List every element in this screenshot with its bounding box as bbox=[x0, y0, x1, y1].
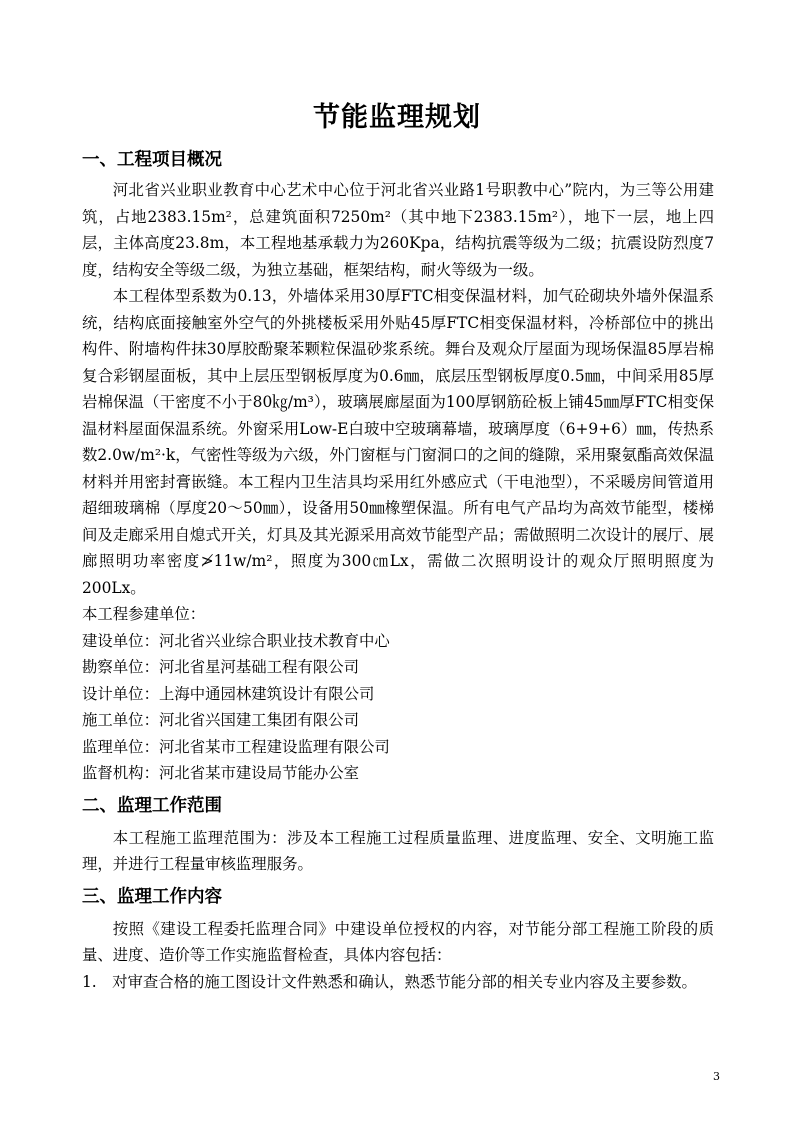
section-heading-scope: 二、监理工作范围 bbox=[82, 795, 222, 816]
participant-construction: 施工单位：河北省兴国建工集团有限公司 bbox=[82, 711, 360, 729]
page-title: 节能监理规划 bbox=[313, 102, 481, 133]
page-number: 3 bbox=[713, 1070, 720, 1083]
section-heading-overview: 一、工程项目概况 bbox=[82, 150, 222, 170]
document-body bbox=[82, 145, 714, 995]
paragraph-overview-location: 河北省兴业职业教育中心艺术中心位于河北省兴业路1号职教中心”院内，为三等公用建筑，占地2383.15m²，总建筑面积7250m²（其中地下2383.15m²），地下一层，地上四层，主体高度23.8m，本工程地基承载力为260Kpa，结构抗震等级为二级；抗震设防烈度7度，结构安全等级二级，为独立基础，框架结构，耐火等级为一级。 bbox=[82, 181, 714, 279]
participant-design: 设计单位：上海中通园林建筑设计有限公司 bbox=[82, 684, 375, 703]
list-item-1: 1. 对审查合格的施工图设计文件熟悉和确认，熟悉节能分部的相关专业内容及主要参数。 bbox=[82, 972, 697, 991]
participant-owner: 建设单位：河北省兴业综合职业技术教育中心 bbox=[82, 631, 390, 650]
participant-survey: 勘察单位：河北省星河基础工程有限公司 bbox=[82, 658, 360, 676]
paragraph-scope: 本工程施工监理范围为：涉及本工程施工过程质量监理、进度监理、安全、文明施工监理，并进行工程量审核监理服务。 bbox=[82, 828, 714, 873]
paragraph-overview-energy: 本工程体型系数为0.13，外墙体采用30厚FTC相变保温材料，加气砼砌块外墙外保温系统，结构底面接触室外空气的外挑楼板采用外贴45厚FTC相变保温材料，冷桥部位中的挑出构件、附墙构件抹30厚胶酚聚苯颗粒保温砂浆系统。舞台及观众厅屋面为现场保温85厚岩棉复合彩钢屋面板，其中上层压型钢板厚度为0.6㎜，底层压型钢板厚度0.5㎜，中间采用85厚岩棉保温（干密度不小于80㎏/m³），玻璃展廊屋面为100厚钢筋砼板上铺45㎜厚FTC相变保温材料屋面保温系统。外窗采用Low-E白玻中空玻璃幕墙，玻璃厚度（6+9+6）㎜，传热系数2.0w/m²·k，气密性等级为六级，外门窗框与门窗洞口的之间的缝隙，采用聚氨酯高效保温材料并用密封膏嵌缝。本工程内卫生洁具均采用红外感应式（干电池型），不采暖房间管道用超细玻璃棉（厚度20～50㎜），设备用50㎜橡塑保温。所有电气产品均为高效节能型，楼梯间及走廊采用自熄式开关，灯具及其光源采用高效节能型产品；需做照明二次设计的展厅、展廊照明功率密度≯11w/m²，照度为300㎝Lx，需做二次照明设计的观众厅照明照度为200Lx。 bbox=[82, 287, 714, 597]
paragraph-content-intro: 按照《建设工程委托监理合同》中建设单位授权的内容，对节能分部工程施工阶段的质量、进度、造价等工作实施监督检查，具体内容包括： bbox=[82, 919, 714, 964]
participant-supervision: 监理单位：河北省某市工程建设监理有限公司 bbox=[82, 737, 390, 756]
section-heading-content: 三、监理工作内容 bbox=[82, 886, 222, 907]
participants-intro: 本工程参建单位： bbox=[82, 605, 206, 623]
participant-oversight: 监督机构：河北省某市建设局节能办公室 bbox=[82, 764, 360, 782]
